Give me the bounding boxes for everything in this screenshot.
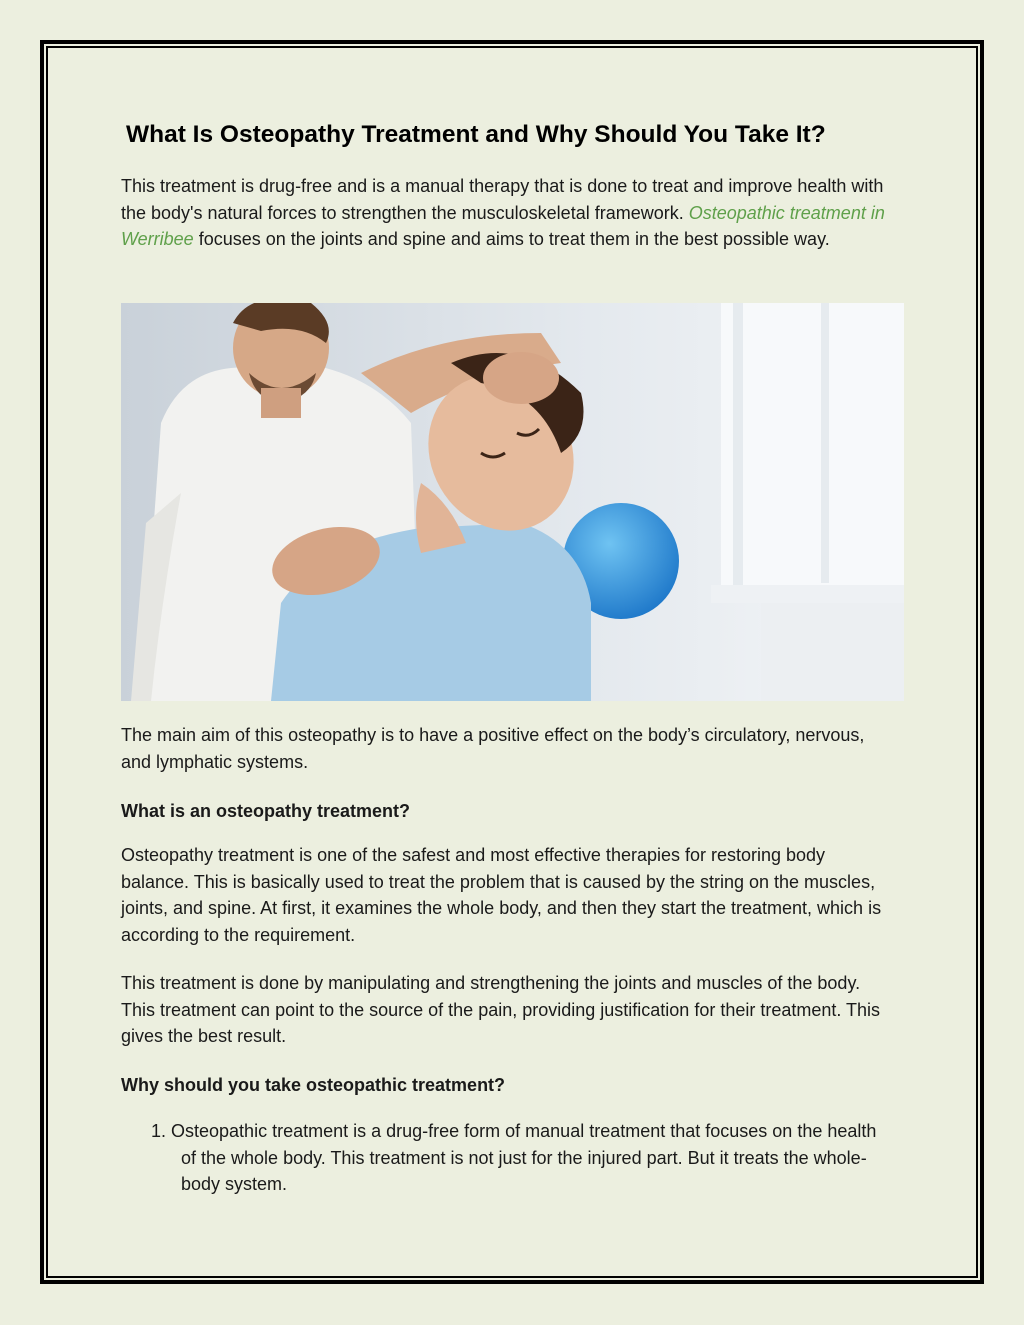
what-paragraph-2: This treatment is done by manipulating and strengthening the joints and muscles of the body. This treatment can point to the source of the pain, providing justification for their treatment. This gives the best result. [121,973,881,1046]
section-heading-why: Why should you take osteopathic treatment? [121,1075,506,1095]
werribee-treatment-link[interactable]: Osteopathic treatment in Werribee [121,202,885,249]
intro-paragraph [121,173,891,253]
what-paragraph-1: Osteopathy treatment is one of the safest and most effective therapies for restoring body balance. This is basically used to treat the problem that is caused by the string on the muscles, joints, and spine. At first, it examines the whole body, and then they start the treatment, which is according to the requirement. [121,845,882,945]
list-item: 1. Osteopathic treatment is a drug-free form of manual treatment that focuses on the health of the whole body. This treatment is not just for the injured part. But it treats the whole-body system. [151,1121,877,1194]
why-list [151,1118,891,1198]
section-heading-what: What is an osteopathy treatment? [121,801,411,821]
osteopathy-photo [121,303,904,701]
intro-text-after-link: focuses on the joints and spine and aims to treat them in the best possible way. [193,229,830,249]
aim-paragraph: The main aim of this osteopathy is to have a positive effect on the body’s circulatory, nervous, and lymphatic systems. [121,725,865,772]
intro-text-before-link: This treatment is drug-free and is a manual therapy that is done to treat and improve health with the body's natural forces to strengthen the musculoskeletal framework. [121,176,884,223]
page-title: What Is Osteopathy Treatment and Why Should You Take It? [126,121,826,148]
